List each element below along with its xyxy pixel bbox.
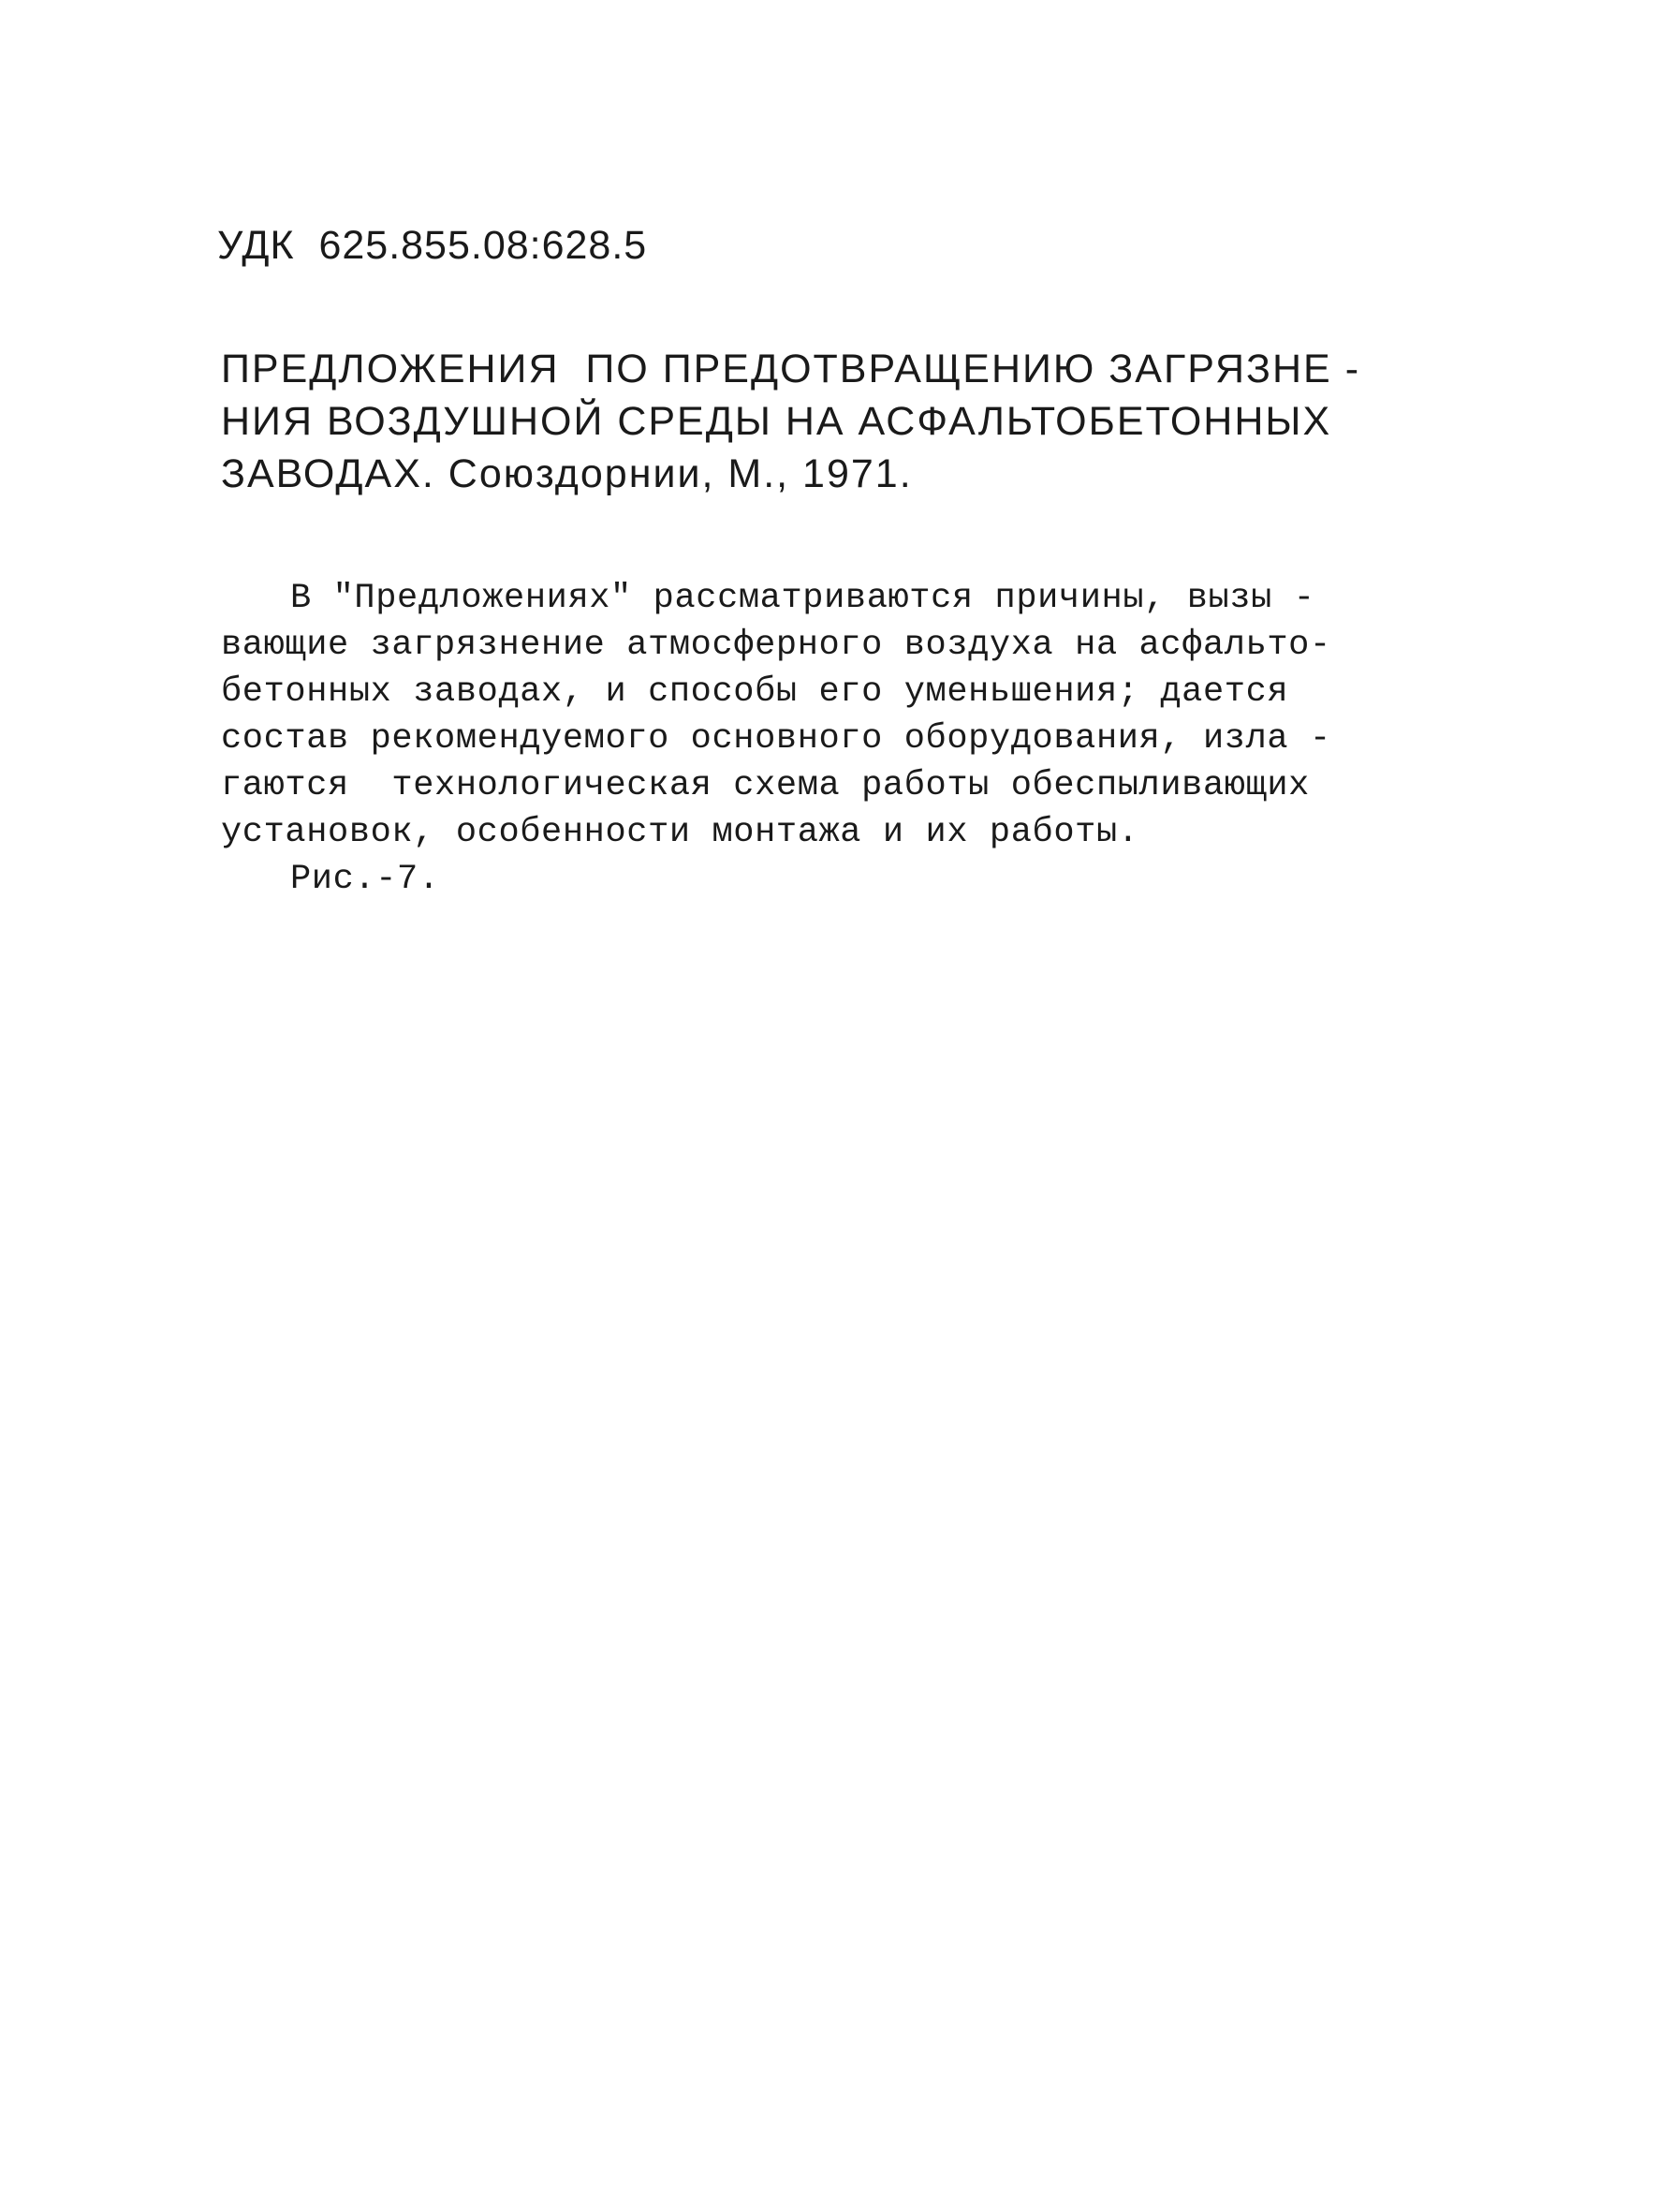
abstract-line: вающие загрязнение атмосферного воздуха на асфальто- — [221, 626, 1331, 665]
figure-count: Рис.-7. — [290, 860, 440, 899]
title-line: НИЯ ВОЗДУШНОЙ СРЕДЫ НА АСФАЛЬТОБЕТОННЫХ — [221, 399, 1332, 444]
title-line: ПРЕДЛОЖЕНИЯ ПО ПРЕДОТВРАЩЕНИЮ ЗАГРЯЗНЕ - — [221, 347, 1361, 391]
udk-code: УДК 625.855.08:628.5 — [217, 223, 648, 268]
abstract-line: гаются технологическая схема работы обеспыливающих — [221, 766, 1310, 805]
document-title — [221, 343, 1457, 500]
abstract-line: состав рекомендуемого основного оборудования, изла - — [221, 719, 1331, 759]
abstract-line: В "Предложениях" рассматриваются причины, вызы - — [290, 579, 1315, 618]
abstract-paragraph — [221, 575, 1466, 903]
title-line: ЗАВОДАХ. Союздорнии, М., 1971. — [221, 451, 913, 496]
abstract-line: бетонных заводах, и способы его уменьшения; дается — [221, 672, 1289, 712]
abstract-line: установок, особенности монтажа и их работы. — [221, 813, 1139, 852]
